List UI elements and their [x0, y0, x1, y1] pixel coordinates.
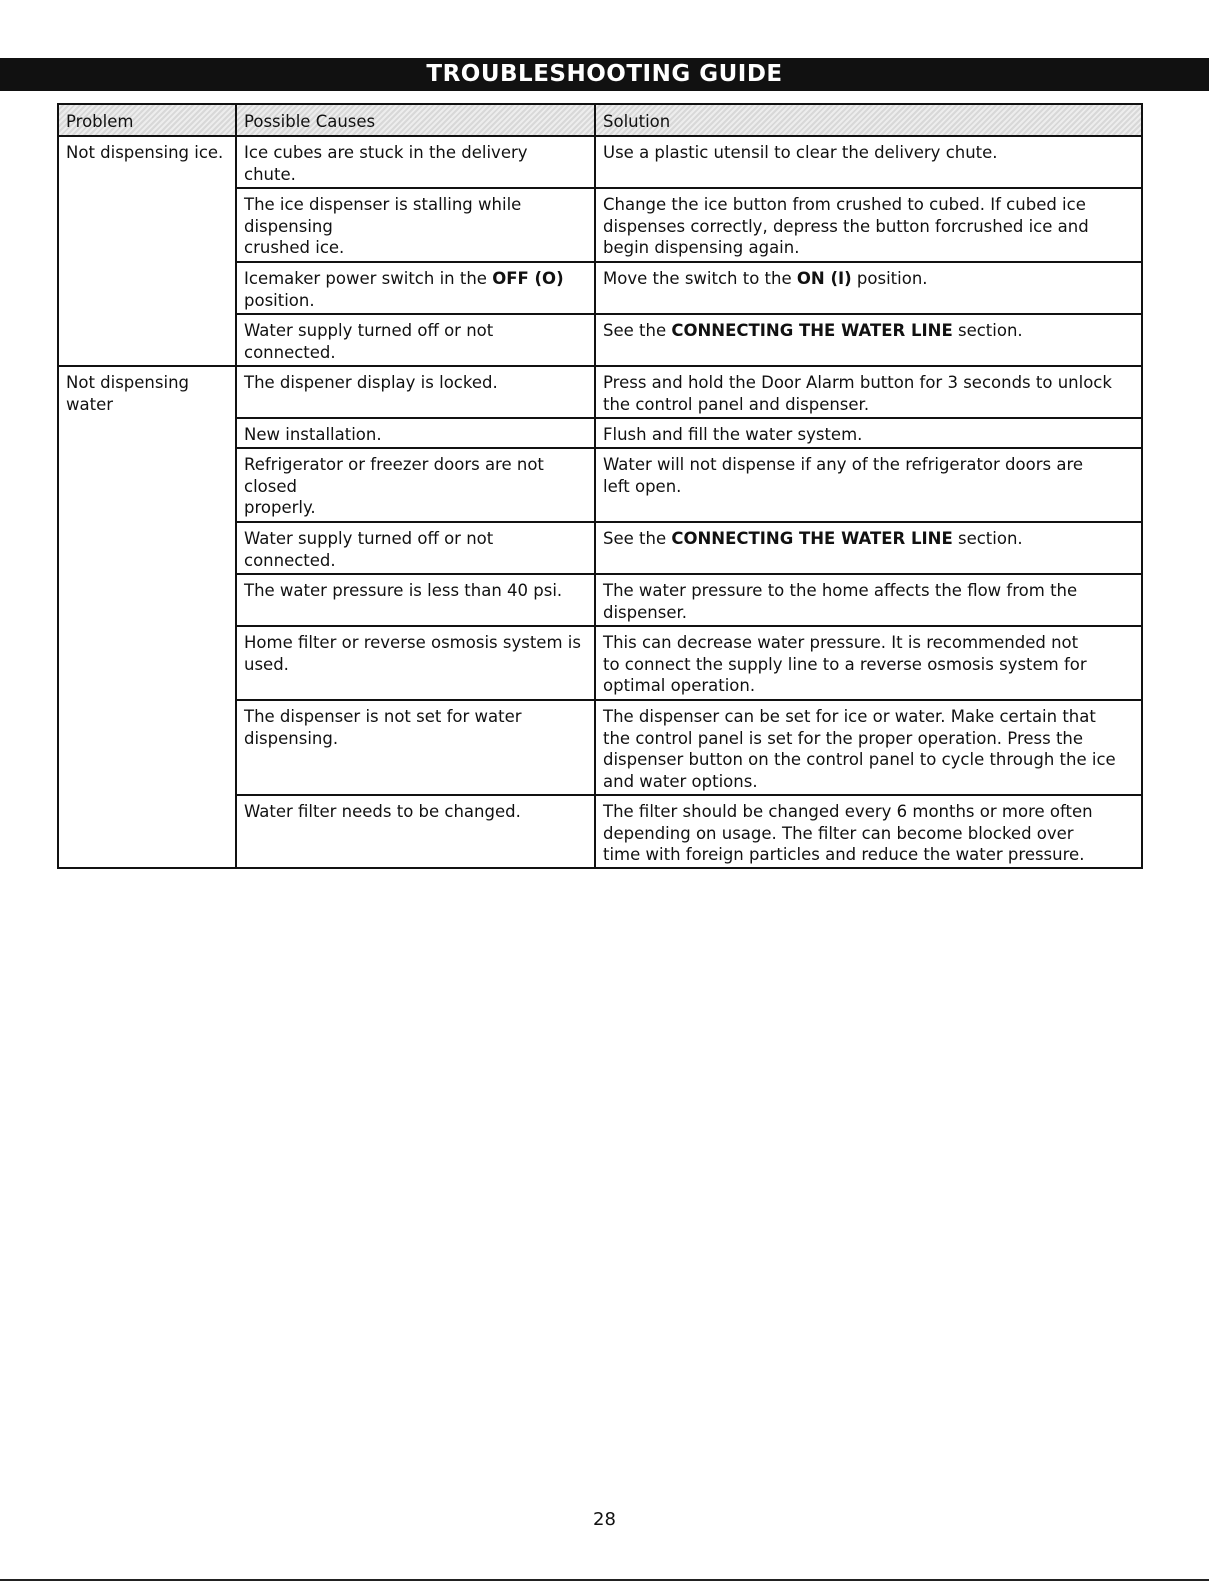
cause-cell	[236, 574, 595, 626]
cause-line: Home filter or reverse osmosis system is	[244, 633, 581, 652]
solution-line: Use a plastic utensil to clear the delivery chute.	[603, 143, 998, 162]
cause-emphasis: OFF (O)	[492, 269, 564, 288]
solution-line: Press and hold the Door Alarm button for 3 seconds to unlock	[603, 373, 1112, 392]
cause-cell	[236, 418, 595, 448]
cause-line: chute.	[244, 164, 296, 184]
solution-line: to connect the supply line to a reverse osmosis system for	[603, 654, 1087, 674]
page-title-banner	[0, 58, 1209, 91]
solution-line: The dispenser can be set for ice or water. Make certain that	[603, 707, 1096, 726]
cause-line: connected.	[244, 550, 336, 570]
cause-line: connected.	[244, 342, 336, 362]
solution-cell	[595, 136, 1142, 188]
solution-line: dispenses correctly, depress the button forcrushed ice and	[603, 216, 1089, 236]
cause-line: crushed ice.	[244, 238, 345, 258]
cause-line: Water supply turned off or not	[244, 321, 494, 340]
solution-text: Move the switch to the	[603, 269, 797, 288]
solution-line: left open.	[603, 476, 682, 496]
solution-text: section.	[952, 529, 1023, 548]
solution-emphasis: ON (I)	[796, 269, 852, 288]
solution-cell	[595, 626, 1142, 700]
solution-emphasis: CONNECTING THE WATER LINE	[671, 529, 953, 548]
solution-cell	[595, 418, 1142, 448]
solution-line: Change the ice button from crushed to cubed. If cubed ice	[603, 195, 1086, 214]
cause-line: Water supply turned off or not	[244, 529, 494, 548]
solution-line: time with foreign particles and reduce the water pressure.	[603, 845, 1085, 865]
solution-cell	[595, 700, 1142, 795]
cause-line: closed	[244, 476, 297, 496]
problem-cell-ice	[58, 136, 236, 366]
solution-text: section.	[952, 321, 1023, 340]
cause-cell	[236, 795, 595, 868]
cause-line: New installation.	[244, 425, 382, 444]
solution-line: Flush and fill the water system.	[603, 425, 863, 444]
solution-line: the control panel is set for the proper operation. Press the	[603, 728, 1084, 748]
solution-line: Water will not dispense if any of the refrigerator doors are	[603, 455, 1084, 474]
problem-line: water	[66, 394, 114, 414]
solution-cell	[595, 366, 1142, 418]
solution-emphasis: CONNECTING THE WATER LINE	[671, 321, 953, 340]
cause-line: The water pressure is less than 40 psi.	[244, 581, 563, 600]
cause-line: Refrigerator or freezer doors are not	[244, 455, 544, 474]
cause-line: The dispenser is not set for water	[244, 707, 522, 726]
header-problem: Problem	[58, 104, 236, 136]
cause-line: Water filter needs to be changed.	[244, 802, 521, 821]
header-possible-causes: Possible Causes	[236, 104, 595, 136]
cause-cell	[236, 522, 595, 574]
bottom-divider	[0, 1579, 1209, 1581]
table-row	[58, 366, 1142, 418]
cause-line: The ice dispenser is stalling while	[244, 195, 522, 214]
solution-line: begin dispensing again.	[603, 238, 800, 258]
cause-line: position.	[244, 290, 315, 310]
solution-cell	[595, 795, 1142, 868]
solution-cell	[595, 314, 1142, 366]
solution-line	[603, 268, 1134, 290]
cause-cell	[236, 314, 595, 366]
solution-line: depending on usage. The filter can become blocked over	[603, 823, 1074, 843]
cause-line: Ice cubes are stuck in the delivery	[244, 143, 528, 162]
cause-line: dispensing	[244, 216, 333, 236]
solution-line: This can decrease water pressure. It is recommended not	[603, 633, 1079, 652]
solution-line: optimal operation.	[603, 676, 756, 696]
cause-cell	[236, 366, 595, 418]
cause-line	[244, 268, 587, 290]
cause-cell	[236, 262, 595, 314]
solution-line: dispenser button on the control panel to cycle through the ice	[603, 750, 1116, 770]
cause-cell	[236, 448, 595, 522]
page-number: 28	[593, 1509, 616, 1530]
solution-line: the control panel and dispenser.	[603, 394, 870, 414]
solution-line: and water options.	[603, 772, 758, 792]
solution-cell	[595, 522, 1142, 574]
cause-line: properly.	[244, 498, 316, 518]
solution-line: The filter should be changed every 6 months or more often	[603, 802, 1093, 821]
cause-cell	[236, 700, 595, 795]
problem-text: Not dispensing ice.	[66, 143, 224, 162]
table-row	[58, 136, 1142, 188]
problem-line: Not dispensing	[66, 373, 190, 392]
cause-line: dispensing.	[244, 728, 339, 748]
problem-cell-water	[58, 366, 236, 868]
solution-cell	[595, 188, 1142, 262]
solution-text: See the	[603, 321, 672, 340]
cause-cell	[236, 136, 595, 188]
page-title: TROUBLESHOOTING GUIDE	[426, 61, 783, 87]
solution-cell	[595, 574, 1142, 626]
cause-cell	[236, 188, 595, 262]
table-header-row	[58, 104, 1142, 136]
cause-line: The dispener display is locked.	[244, 373, 498, 392]
solution-line	[603, 528, 1134, 550]
solution-line: The water pressure to the home affects the flow from the	[603, 581, 1078, 600]
solution-line	[603, 320, 1134, 342]
cause-text: Icemaker power switch in the	[244, 269, 493, 288]
solution-cell	[595, 448, 1142, 522]
cause-cell	[236, 626, 595, 700]
header-solution: Solution	[595, 104, 1142, 136]
cause-line: used.	[244, 654, 289, 674]
solution-cell	[595, 262, 1142, 314]
troubleshooting-table	[57, 103, 1143, 869]
solution-text: See the	[603, 529, 672, 548]
solution-text: position.	[851, 269, 928, 288]
solution-line: dispenser.	[603, 602, 687, 622]
